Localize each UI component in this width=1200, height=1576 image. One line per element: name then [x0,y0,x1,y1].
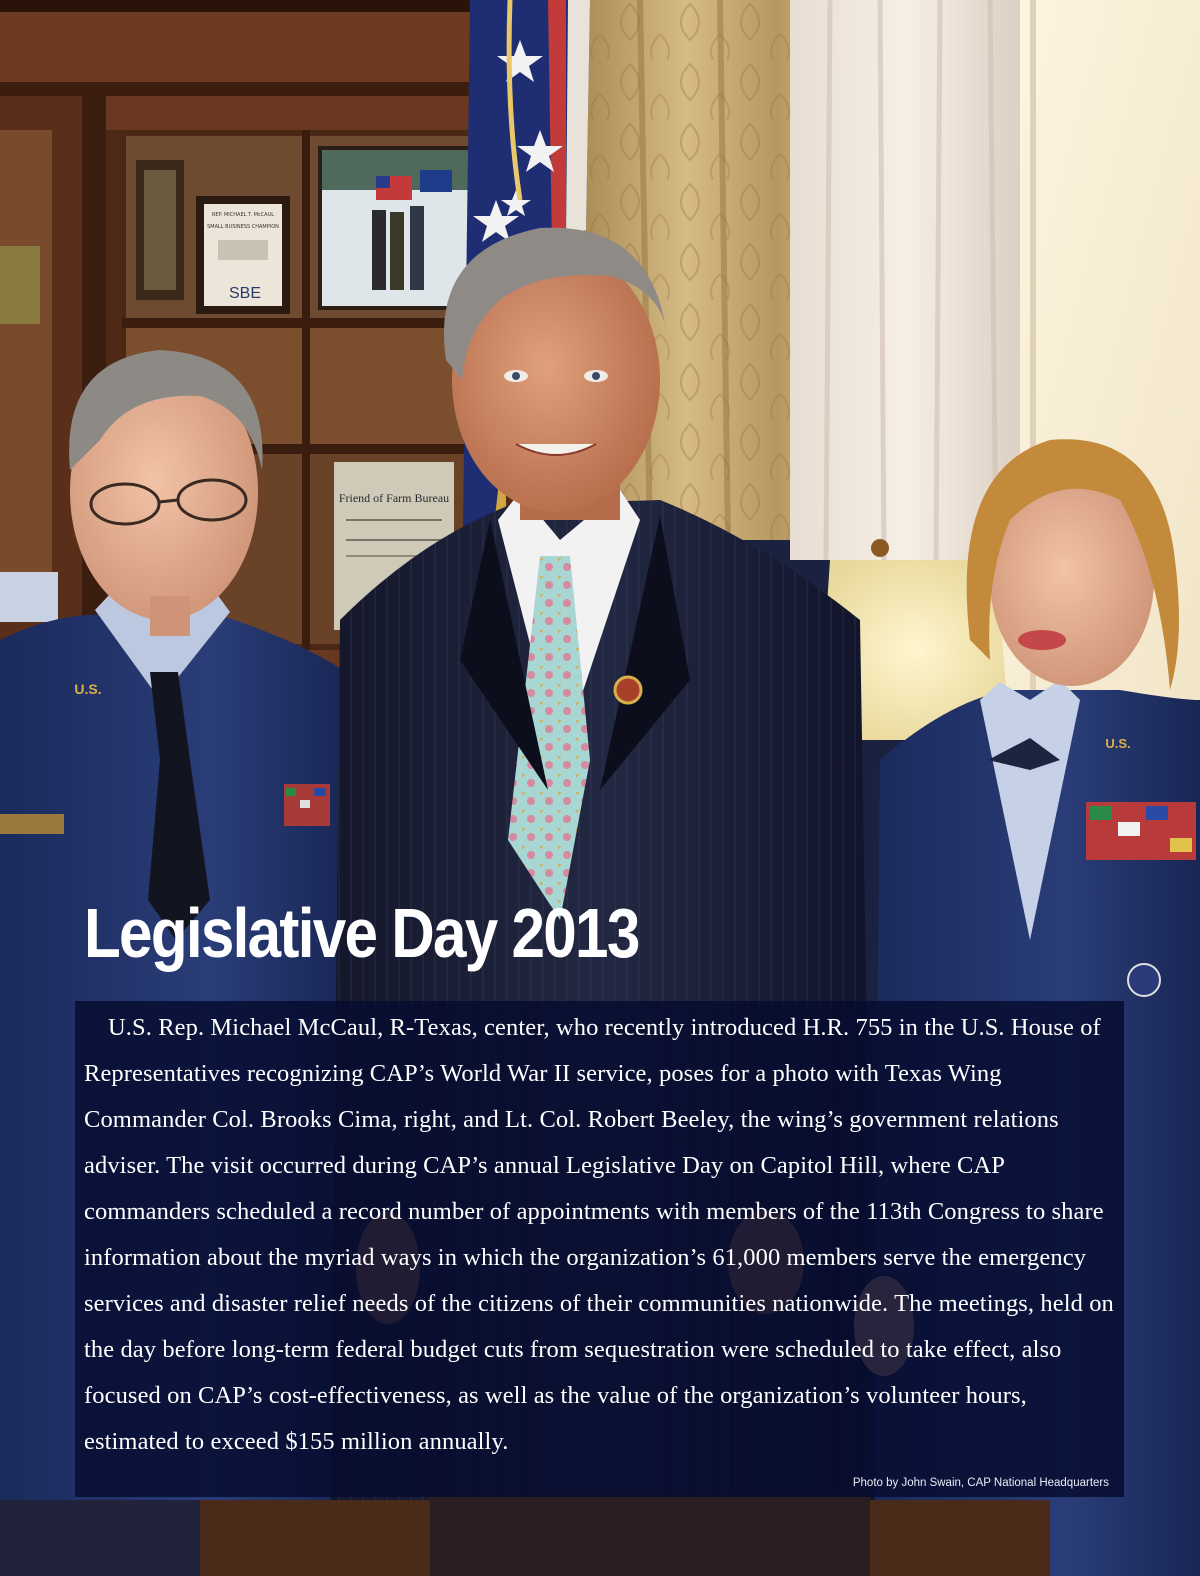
plaque-logo-text: SBE [228,285,262,302]
photo-credit: Photo by John Swain, CAP National Headquarters [852,1477,1109,1489]
plaque-award-text: SMALL BUSINESS CHAMPION [207,224,279,230]
shoulder-mark-left: U.S. [74,681,102,697]
caption-box [75,1001,1124,1497]
photo-caption: U.S. Rep. Michael McCaul, R-Texas, center, who recently introduced H.R. 755 in the U.S. House of Representatives recognizing CAP’s World War II service, poses for a photo with Texas Wing Commander Col. Brooks Cima, right, and Lt. Col. Robert Beeley, the wing’s government relations adviser. The visit occurred during CAP’s annual Legislative Day on Capitol Hill, where CAP commanders scheduled a record number of appointments with members of the 113th Congress to share information about the myriad ways in which the organization’s 61,000 members serve the emergency services and disaster relief needs of the citizens of their communities nationwide. The meetings, held on the day before long-term federal budget cuts from sequestration were scheduled to take effect, also focused on CAP’s cost-effectiveness, as well as the value of the organization’s volunteer hours, estimated to exceed $155 million annually. [84,1014,1114,1455]
article-headline: Legislative Day 2013 [84,894,639,972]
certificate-title-text: Friend of Farm Bureau [338,491,450,505]
plaque-title-text: REP. MICHAEL T. McCAUL [211,212,275,218]
shoulder-mark-right: U.S. [1105,736,1131,751]
